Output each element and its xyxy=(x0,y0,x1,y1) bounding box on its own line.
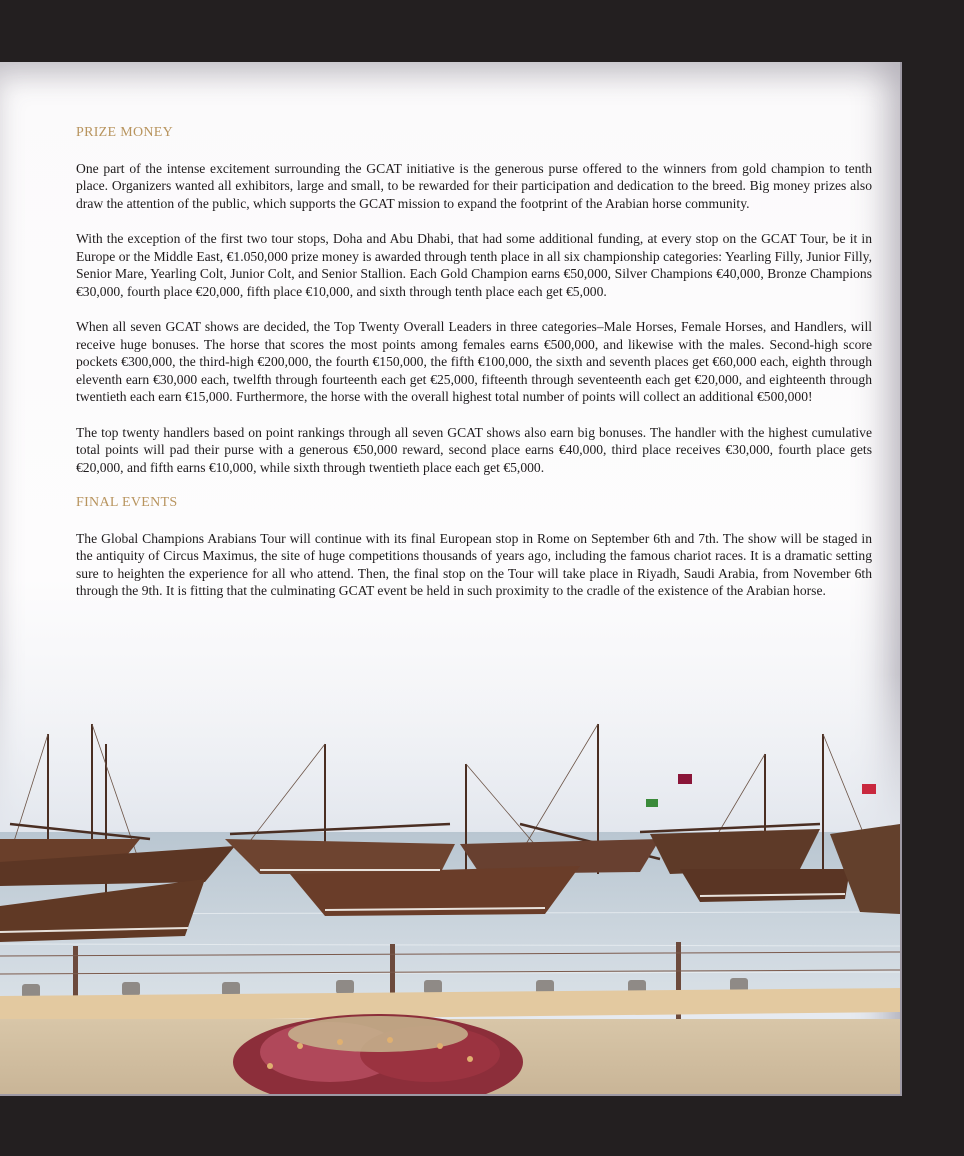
paragraph: With the exception of the first two tour stops, Doha and Abu Dhabi, that had some additional funding, at every stop on the GCAT Tour, be it in Europe or the Middle East, €1.050,000 prize money is awarded through tenth place in all six championship categories: Yearling Filly, Junior Filly, Senior Mare, Yearling Colt, Junior Colt, and Senior Stallion. Each Gold Champion earns €50,000, Silver Champions €40,000, Bronze Champions €30,000, fourth place €20,000, fifth place €10,000, and sixth through tenth place each get €5,000. xyxy=(76,231,872,299)
magazine-page xyxy=(0,62,902,1096)
paragraph: The top twenty handlers based on point rankings through all seven GCAT shows also earn big bonuses. The handler with the highest cumulative total points will pad their purse with a generous €50,000 reward, second place earns €40,000, third place receives €30,000, fourth place gets €20,000, and fifth earns €10,000, while sixth through twentieth place each get €5,000. xyxy=(76,424,872,475)
harbor-photo xyxy=(0,674,900,1094)
paragraph: One part of the intense excitement surrounding the GCAT initiative is the generous purse offered to the winners from gold champion to tenth place. Organizers wanted all exhibitors, large and small, to be rewarded for their participation and dedication to the breed. Big money prizes also draw the attention of the public, which supports the GCAT mission to expand the footprint of the Arabian horse community. xyxy=(76,160,872,211)
section-heading-prize-money: PRIZE MONEY xyxy=(76,125,174,140)
section-heading-final-events: FINAL EVENTS xyxy=(76,495,178,510)
article-body xyxy=(76,124,872,618)
paragraph: When all seven GCAT shows are decided, the Top Twenty Overall Leaders in three categories–Male Horses, Female Horses, and Handlers, will receive huge bonuses. The horse that scores the most points among females earns €500,000, and likewise with the males. Second-high score pockets €300,000, the third-high €200,000, the fourth €150,000, the fifth €100,000, the sixth and seventh places get €60,000 each, eighth through eleventh earn €30,000 each, twelfth through fourteenth each get €25,000, fifteenth through seventeenth each get €20,000, and eighteenth through twentieth each earn €15,000. Furthermore, the horse with the overall highest total number of points will collect an additional €500,000! xyxy=(76,319,872,404)
paragraph: The Global Champions Arabians Tour will continue with its final European stop in Rome on September 6th and 7th. The show will be staged in the antiquity of Circus Maximus, the site of huge competitions thousands of years ago, including the famous chariot races. It is a dramatic setting sure to heighten the experience for all who attend. Then, the final stop on the Tour will take place in Riyadh, Saudi Arabia, from November 6th through the 9th. It is fitting that the culminating GCAT event be held in such proximity to the cradle of the existence of the Arabian horse. xyxy=(76,530,872,598)
